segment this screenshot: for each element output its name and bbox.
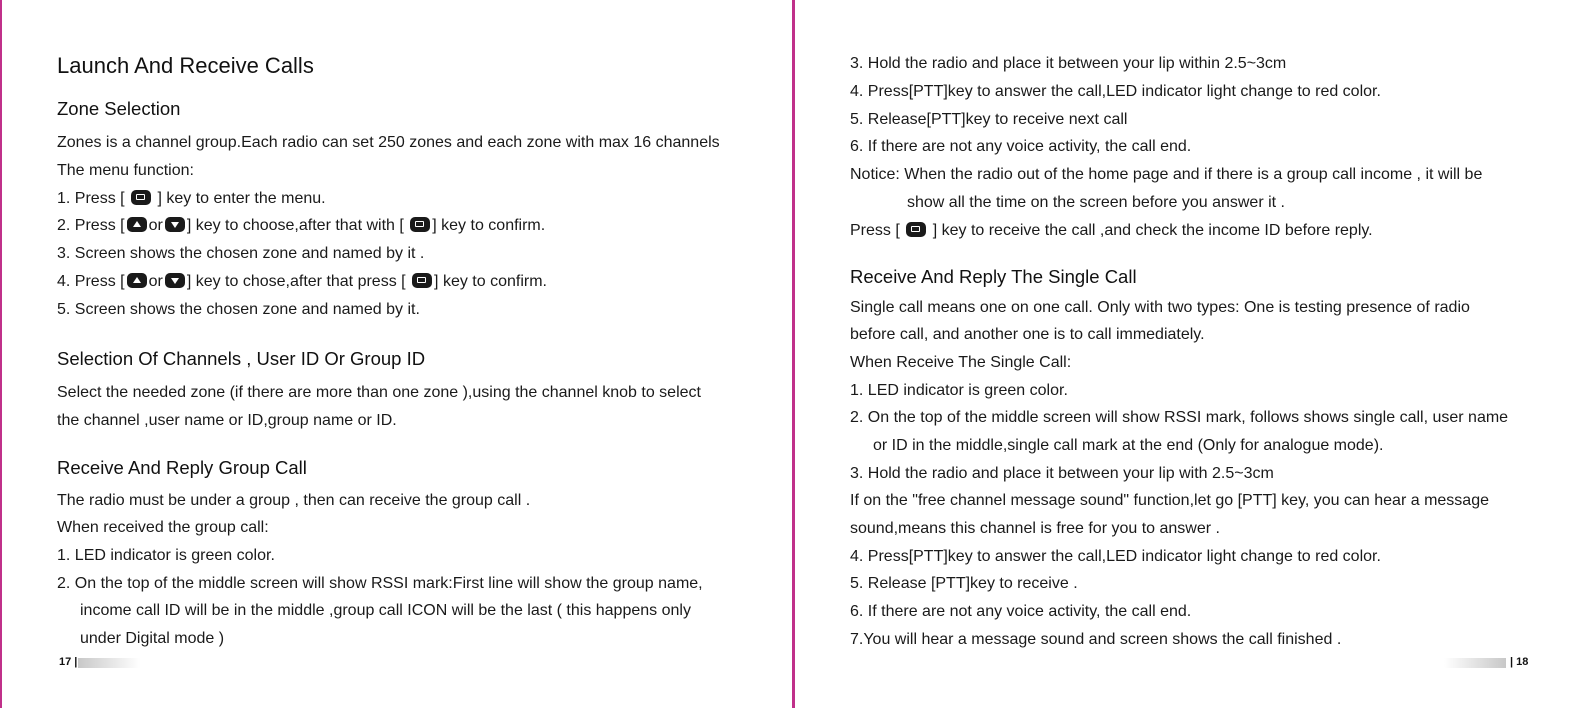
up-key-icon <box>127 273 147 288</box>
down-key-icon <box>165 217 185 232</box>
zone-step-2: 2. Press [ or ] key to choose,after that with [ ] key to confirm. <box>57 217 546 234</box>
single-call-item-2: 2. On the top of the middle screen will show RSSI mark, follows shows single call, user name <box>850 409 1509 426</box>
down-key-icon <box>165 273 185 288</box>
single-call-line-3: When Receive The Single Call: <box>850 354 1072 371</box>
single-call-line-2: before call, and another one is to call immediately. <box>850 326 1205 343</box>
zone-selection-heading: Zone Selection <box>57 98 181 119</box>
group-call-line-1: The radio must be under a group , then can receive the group call . <box>57 492 531 509</box>
group-item-4: 4. Press[PTT]key to answer the call,LED indicator light change to red color. <box>850 83 1381 100</box>
single-call-heading: Receive And Reply The Single Call <box>850 266 1137 287</box>
group-item-3: 3. Hold the radio and place it between your lip within 2.5~3cm <box>850 55 1287 72</box>
center-binding-edge <box>792 0 795 708</box>
group-call-item-2-cont2: under Digital mode ) <box>80 630 225 647</box>
single-call-item-5: 5. Release [PTT]key to receive . <box>850 575 1078 592</box>
single-call-item-2-cont: or ID in the middle,single call mark at the end (Only for analogue mode). <box>873 437 1384 454</box>
channels-line-2: the channel ,user name or ID,group name or ID. <box>57 412 397 429</box>
notice-line-1: Notice: When the radio out of the home page and if there is a group call income , it will be <box>850 166 1483 183</box>
right-page <box>850 0 1570 708</box>
page-title: Launch And Receive Calls <box>57 53 314 78</box>
group-call-line-2: When received the group call: <box>57 519 269 536</box>
menu-key-icon <box>906 222 926 237</box>
menu-key-icon <box>412 273 432 288</box>
page-number-right: | 18 <box>1510 656 1529 668</box>
menu-function-label: The menu function: <box>57 162 194 179</box>
single-call-item-7: 7.You will hear a message sound and screen shows the call finished . <box>850 631 1342 648</box>
up-key-icon <box>127 217 147 232</box>
left-page <box>57 0 777 708</box>
page-number-bar-left <box>78 658 140 668</box>
channels-line-1: Select the needed zone (if there are more than one zone ),using the channel knob to select <box>57 384 701 401</box>
group-item-6: 6. If there are not any voice activity, the call end. <box>850 138 1192 155</box>
zone-step-1: 1. Press [ ] key to enter the menu. <box>57 190 326 207</box>
zone-step-3: 3. Screen shows the chosen zone and named by it . <box>57 245 425 262</box>
group-call-item-1: 1. LED indicator is green color. <box>57 547 275 564</box>
group-call-heading: Receive And Reply Group Call <box>57 457 307 478</box>
zone-step-4: 4. Press [ or ] key to chose,after that press [ ] key to confirm. <box>57 273 547 290</box>
single-call-item-4: 4. Press[PTT]key to answer the call,LED indicator light change to red color. <box>850 548 1381 565</box>
page-number-left: 17 | <box>59 656 78 668</box>
single-call-line-1: Single call means one on one call. Only with two types: One is testing presence of radio <box>850 299 1470 316</box>
page-number-bar-right <box>1444 658 1506 668</box>
single-call-item-3: 3. Hold the radio and place it between your lip with 2.5~3cm <box>850 465 1274 482</box>
single-call-item-6: 6. If there are not any voice activity, the call end. <box>850 603 1192 620</box>
group-item-5: 5. Release[PTT]key to receive next call <box>850 111 1128 128</box>
menu-key-icon <box>410 217 430 232</box>
press-line: Press [ ] key to receive the call ,and check the income ID before reply. <box>850 222 1373 239</box>
single-call-item-1: 1. LED indicator is green color. <box>850 382 1068 399</box>
left-binding-edge <box>0 0 2 708</box>
channels-heading: Selection Of Channels , User ID Or Group ID <box>57 348 426 369</box>
menu-key-icon <box>131 190 151 205</box>
free-channel-line-2: sound,means this channel is free for you to answer . <box>850 520 1220 537</box>
group-call-item-2: 2. On the top of the middle screen will show RSSI mark:First line will show the group name, <box>57 575 703 592</box>
zone-step-5: 5. Screen shows the chosen zone and named by it. <box>57 301 420 318</box>
zone-intro: Zones is a channel group.Each radio can set 250 zones and each zone with max 16 channels <box>57 134 720 151</box>
group-call-item-2-cont: income call ID will be in the middle ,group call ICON will be the last ( this happens only <box>80 602 691 619</box>
free-channel-line-1: If on the "free channel message sound" function,let go [PTT] key, you can hear a message <box>850 492 1489 509</box>
notice-line-2: show all the time on the screen before you answer it . <box>907 194 1285 211</box>
